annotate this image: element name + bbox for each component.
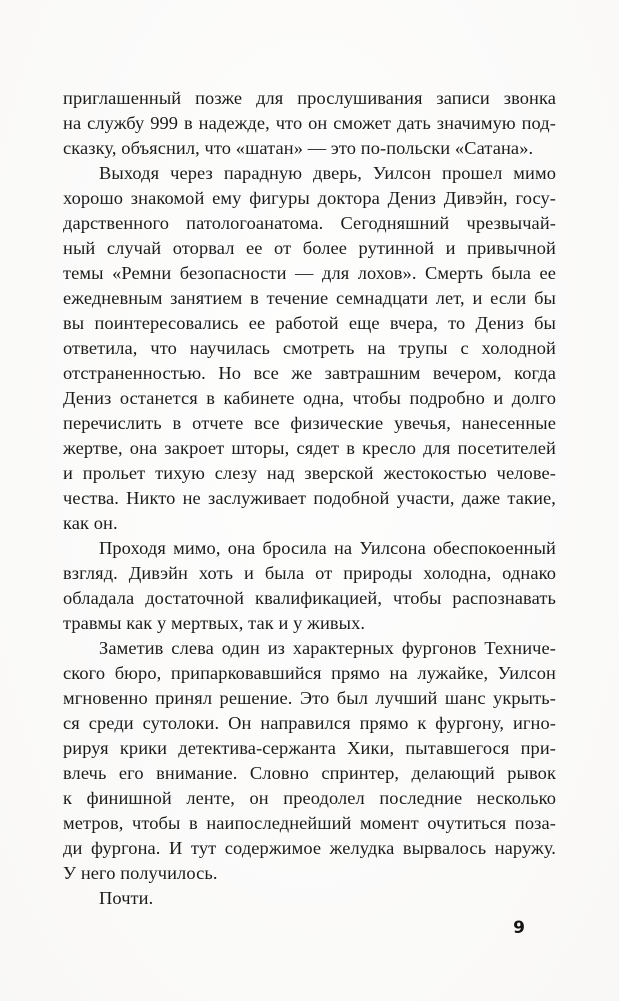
- text-line: обладала достаточной квалификацией, чтобы распознавать: [63, 588, 556, 608]
- text-line: жертве, она закроет шторы, сядет в кресло для посетителей: [63, 438, 556, 458]
- text-line: Выходя через парадную дверь, Уилсон прошел мимо: [99, 163, 556, 183]
- text-line: Дениз останется в кабинете одна, чтобы подробно и долго: [63, 388, 556, 408]
- text-line: дарственного патологоанатома. Сегодняшний чрезвычай-: [63, 213, 556, 233]
- text-line: травмы как у мертвых, так и у живых.: [63, 613, 366, 633]
- text-block: [63, 86, 556, 911]
- text-line: перечислить в отчете все физические увечья, нанесенные: [63, 413, 556, 433]
- text-line: Почти.: [99, 888, 154, 908]
- text-line: Проходя мимо, она бросила на Уилсона обеспокоенный: [99, 538, 556, 558]
- paragraph: [63, 536, 556, 636]
- text-line: ского бюро, припарковавшийся прямо на лужайке, Уилсон: [63, 663, 556, 683]
- text-line: темы «Ремни безопасности — для лохов». Смерть была ее: [63, 263, 556, 283]
- text-line: ответила, что научилась смотреть на трупы с холодной: [63, 338, 556, 358]
- text-line: метров, чтобы в наипоследнейший момент очутиться поза-: [63, 813, 556, 833]
- text-line: влечь его внимание. Словно спринтер, делающий рывок: [63, 763, 556, 783]
- text-line: Заметив слева один из характерных фургонов Техниче-: [99, 638, 556, 658]
- text-line: сказку, объяснил, что «шатан» — это по-польски «Сатана».: [63, 138, 534, 158]
- text-line: хорошо знакомой ему фигуры доктора Дениз Дивэйн, госу-: [63, 188, 556, 208]
- text-line: вы поинтересовались ее работой еще вчера, то Дениз бы: [63, 313, 556, 333]
- text-line: взгляд. Дивэйн хоть и была от природы холодна, однако: [63, 563, 556, 583]
- text-line: приглашенный позже для прослушивания записи звонка: [63, 88, 556, 108]
- text-line: рируя крики детектива-сержанта Хики, пытавшегося при-: [63, 738, 556, 758]
- text-line: ежедневным занятием в течение семнадцати лет, и если бы: [63, 288, 556, 308]
- text-line: отстраненностью. Но все же завтрашним вечером, когда: [63, 363, 556, 383]
- text-line: чества. Никто не заслуживает подобной участи, даже такие,: [63, 488, 556, 508]
- text-line: к финишной ленте, он преодолел последние несколько: [63, 788, 556, 808]
- paragraph: [63, 161, 556, 536]
- paragraph: [63, 636, 556, 886]
- paragraph: [63, 886, 556, 911]
- text-line: ный случай оторвал ее от более рутинной и привычной: [63, 238, 556, 258]
- text-line: как он.: [63, 513, 118, 533]
- text-line: ди фургона. И тут содержимое желудка вырвалось наружу.: [63, 838, 556, 858]
- text-line: на службу 999 в надежде, что он сможет дать значимую под-: [63, 113, 556, 133]
- text-line: У него получилось.: [63, 863, 218, 883]
- page-number: 9: [513, 918, 525, 938]
- text-line: и прольет тихую слезу над зверской жестокостью челове-: [63, 463, 556, 483]
- text-line: ся среди сутолоки. Он направился прямо к фургону, игно-: [63, 713, 556, 733]
- text-line: мгновенно принял решение. Это был лучший шанс укрыть-: [63, 688, 556, 708]
- paragraph: [63, 86, 556, 161]
